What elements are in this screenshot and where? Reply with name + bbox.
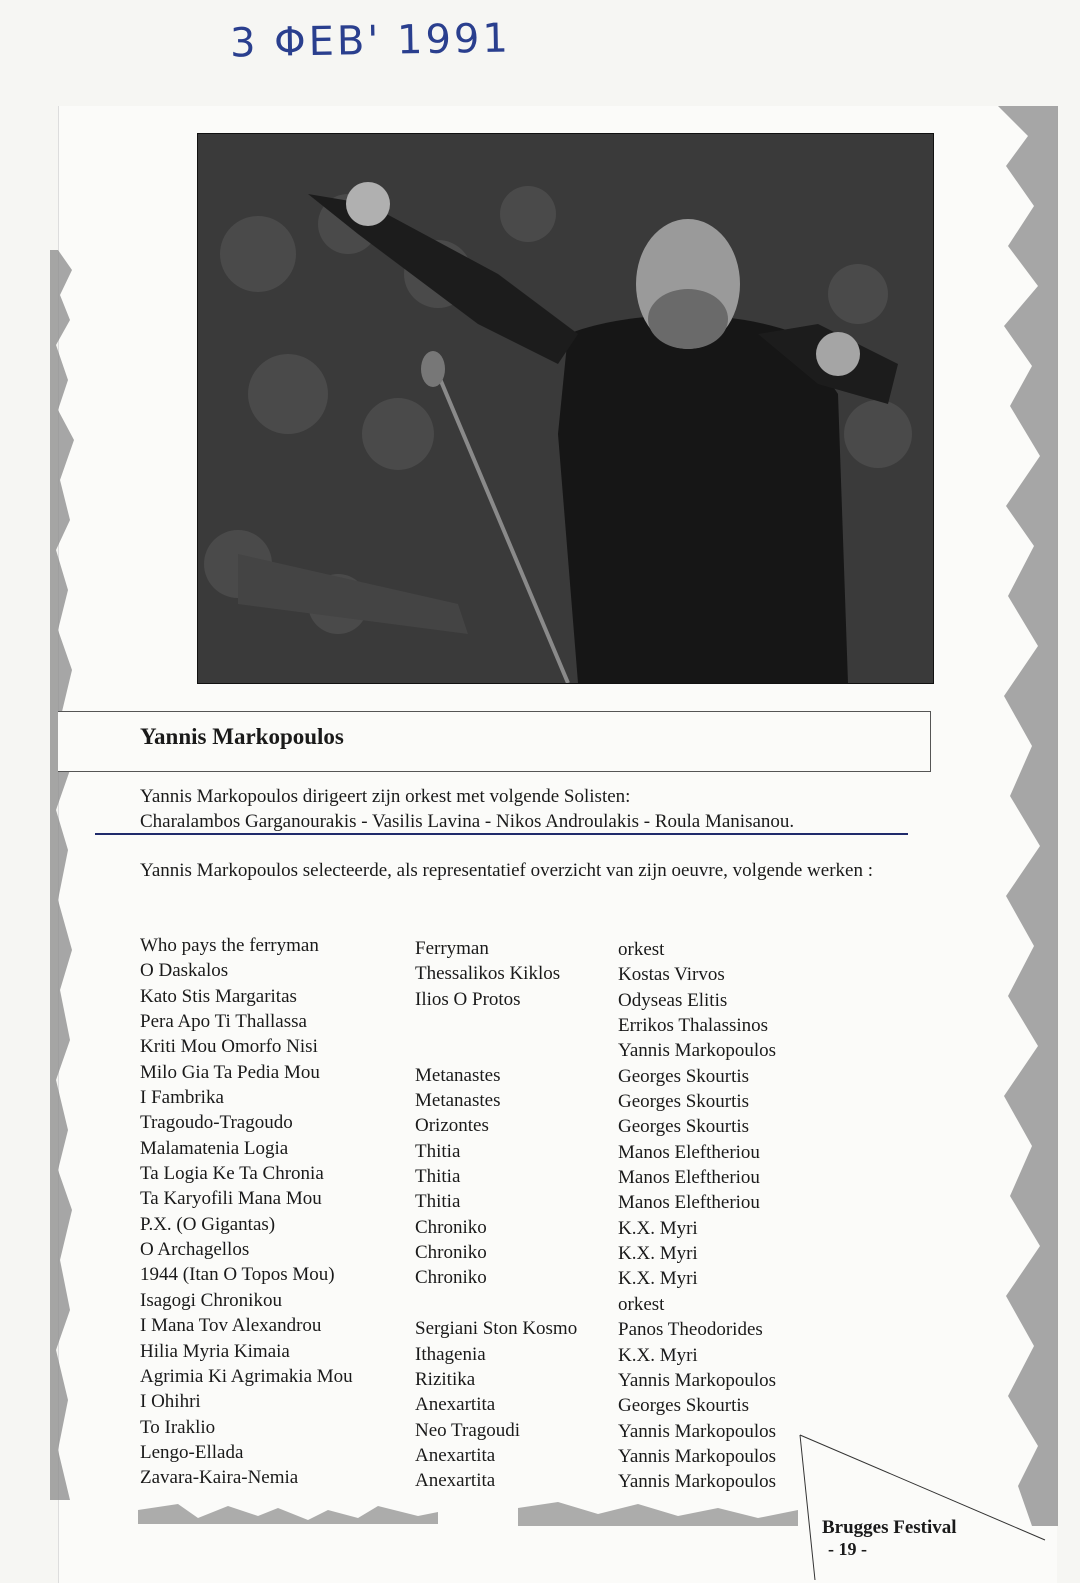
- torn-edge-right: [988, 106, 1058, 1526]
- work-album: Metanastes: [415, 1064, 501, 1086]
- work-album: Ilios O Protos: [415, 988, 521, 1010]
- work-lyricist: Kostas Virvos: [618, 964, 725, 986]
- work-title: Tragoudo-Tragoudo: [140, 1112, 293, 1134]
- work-album: Thitia: [415, 1191, 461, 1213]
- work-title: Lengo-Ellada: [140, 1441, 244, 1463]
- work-album: [415, 1291, 577, 1316]
- work-album: Chroniko: [415, 1267, 487, 1289]
- work-album: Thitia: [415, 1166, 461, 1188]
- torn-edge-left: [50, 250, 80, 1500]
- work-lyricist: K.X. Myri: [618, 1268, 698, 1290]
- work-lyricist: Odyseas Elitis: [618, 989, 728, 1011]
- work-title: To Iraklio: [140, 1416, 216, 1438]
- work-lyricist: Georges Skourtis: [618, 1116, 750, 1138]
- work-lyricist: Georges Skourtis: [618, 1091, 750, 1113]
- work-lyricist: Yannis Markopoulos: [618, 1369, 777, 1391]
- work-title: I Fambrika: [140, 1087, 224, 1109]
- work-title: Who pays the ferryman: [140, 935, 319, 956]
- work-lyricist: Manos Eleftheriou: [618, 1141, 760, 1163]
- footer-title: Brugges Festival: [822, 1517, 957, 1538]
- work-lyricist: Yannis Markopoulos: [618, 1471, 777, 1493]
- torn-edge-bottom: [58, 1500, 818, 1550]
- work-album: Anexartita: [415, 1394, 496, 1416]
- work-album: Thitia: [415, 1140, 461, 1162]
- work-lyricist: Georges Skourtis: [618, 1065, 750, 1087]
- work-album: Orizontes: [415, 1115, 489, 1137]
- work-title: O Daskalos: [140, 960, 229, 982]
- work-album: Neo Tragoudi: [415, 1419, 521, 1441]
- work-title: Malamatenia Logia: [140, 1137, 289, 1159]
- work-lyricist: Manos Eleftheriou: [618, 1192, 760, 1214]
- work-lyricist: K.X. Myri: [618, 1344, 698, 1366]
- work-album: [415, 1012, 577, 1037]
- work-lyricist: orkest: [618, 1293, 665, 1315]
- works-lyricists-column: [618, 937, 776, 1495]
- work-lyricist: K.X. Myri: [618, 1243, 698, 1265]
- work-lyricist: K.X. Myri: [618, 1217, 698, 1239]
- intro-line-2: Charalambos Garganourakis - Vasilis Lavina - Nikos Androulakis - Roula Manisanou.: [140, 811, 795, 832]
- work-album: Metanastes: [415, 1090, 501, 1112]
- work-album: Chroniko: [415, 1216, 487, 1238]
- intro-text: [140, 784, 794, 834]
- works-albums-column: [415, 936, 577, 1494]
- work-lyricist: orkest: [618, 939, 665, 960]
- divider-rule: [95, 833, 908, 835]
- work-title: I Ohihri: [140, 1391, 201, 1413]
- work-album: Sergiani Ston Kosmo: [415, 1318, 578, 1340]
- works-titles-column: [140, 933, 353, 1491]
- work-title: O Archagellos: [140, 1239, 250, 1261]
- work-album: Anexartita: [415, 1470, 496, 1492]
- work-album: Rizitika: [415, 1368, 476, 1390]
- work-lyricist: Georges Skourtis: [618, 1395, 750, 1417]
- work-title: 1944 (Itan O Topos Mou): [140, 1264, 335, 1286]
- work-title: Hilia Myria Kimaia: [140, 1340, 290, 1362]
- work-title: Ta Logia Ke Ta Chronia: [140, 1163, 324, 1185]
- conductor-photo: [197, 133, 934, 684]
- work-title: I Mana Tov Alexandrou: [140, 1315, 322, 1337]
- selection-text: Yannis Markopoulos selecteerde, als representatief overzicht van zijn oeuvre, volgende werken :: [140, 860, 874, 881]
- page-number: - 19 -: [828, 1539, 867, 1559]
- work-lyricist: Yannis Markopoulos: [618, 1420, 777, 1442]
- work-lyricist: Manos Eleftheriou: [618, 1167, 760, 1189]
- work-album: [415, 1037, 577, 1062]
- work-album: Ithagenia: [415, 1343, 486, 1365]
- work-album: Anexartita: [415, 1444, 496, 1466]
- work-lyricist: Panos Theodorides: [618, 1319, 763, 1341]
- work-title: Kato Stis Margaritas: [140, 985, 297, 1007]
- artist-name: Yannis Markopoulos: [140, 724, 344, 749]
- work-lyricist: Yannis Markopoulos: [618, 1040, 777, 1062]
- intro-line-1: Yannis Markopoulos dirigeert zijn orkest met volgende Solisten:: [140, 786, 631, 807]
- work-lyricist: Yannis Markopoulos: [618, 1445, 777, 1467]
- work-album: Thessalikos Kiklos: [415, 963, 561, 985]
- work-title: Kriti Mou Omorfo Nisi: [140, 1036, 318, 1058]
- work-album: Ferryman: [415, 938, 489, 959]
- work-title: Zavara-Kaira-Nemia: [140, 1467, 299, 1489]
- work-title: Milo Gia Ta Pedia Mou: [140, 1061, 320, 1083]
- work-title: Agrimia Ki Agrimakia Mou: [140, 1365, 353, 1387]
- work-album: Chroniko: [415, 1242, 487, 1264]
- handwritten-date: 3 ΦΕΒ' 1991: [229, 15, 512, 67]
- work-title: Isagogi Chronikou: [140, 1289, 282, 1311]
- work-title: P.X. (O Gigantas): [140, 1213, 276, 1235]
- work-title: Pera Apo Ti Thallassa: [140, 1011, 307, 1033]
- work-lyricist: Errikos Thalassinos: [618, 1015, 769, 1037]
- work-title: Ta Karyofili Mana Mou: [140, 1188, 322, 1210]
